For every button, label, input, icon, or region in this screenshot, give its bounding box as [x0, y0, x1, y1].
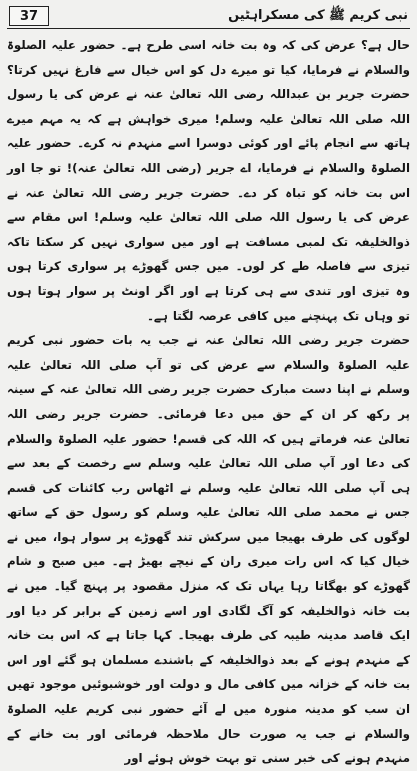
page-header — [7, 4, 410, 29]
paragraph: حال ہے؟ عرض کی کہ وہ بت خانہ اسی طرح ہے۔ حضور علیہ الصلوۃ والسلام نے فرمایا، کیا تو میرے دل کو اس خیال سے فارغ نہیں کرتا؟ حضرت جریر بن عبداللہ رضی اللہ تعالیٰ عنہ نے عرض کی یا رسول اللہ صلی اللہ تعالیٰ علیہ وسلم! میری خواہش ہے کہ یہ مہم میرے ہاتھ سے انجام پائے اور کوئی دوسرا اسے منہدم نہ کرے۔ حضور علیہ الصلوۃ والسلام نے فرمایا، اے جریر (رضی اللہ تعالیٰ عنہ)! تو جا اور اس بت خانہ کو تباہ کر دے۔ حضرت جریر رضی اللہ تعالیٰ عنہ نے عرض کی یا رسول اللہ صلی اللہ تعالیٰ علیہ وسلم! اس مقام سے ذوالخلیفہ تک لمبی مسافت ہے اور میں سواری نہیں کر سکتا تاکہ تیزی سے فاصلہ طے کر لوں۔ میں جس گھوڑے پر سواری کرتا ہوں وہ تیزی اور تندی سے ہی کرتا ہے اور اگر اونٹ پر سوار ہوتا ہوں تو وہاں تک پہنچنے میں کافی عرصہ لگتا ہے۔ — [7, 38, 410, 323]
page-number: 37 — [9, 6, 49, 26]
running-title: نبی کریم ﷺ کی مسکراہٹیں — [228, 7, 408, 23]
body-text — [7, 33, 410, 771]
paragraph: حضرت جریر رضی اللہ تعالیٰ عنہ نے جب یہ بات حضور نبی کریم علیہ الصلوۃ والسلام سے عرض کی تو آپ صلی اللہ تعالیٰ علیہ وسلم نے اپنا دست مبارک حضرت جریر رضی اللہ تعالیٰ عنہ کے سینہ پر رکھ کر ان کے حق میں دعا فرمائی۔ حضرت جریر رضی اللہ تعالیٰ عنہ فرماتے ہیں کہ اللہ کی قسم! حضور علیہ الصلوۃ والسلام کی دعا اور آپ صلی اللہ تعالیٰ علیہ وسلم سے رخصت کے بعد سے ہی آپ صلی اللہ تعالیٰ علیہ وسلم نے اٹھاس رب کائنات کی قسم جس نے محمد صلی اللہ تعالیٰ علیہ وسلم کو رسول حق کے ساتھ لوگوں کی طرف بھیجا میں سرکش تند گھوڑے پر سوار ہوا، میں نے خیال کیا کہ اس رات میری ران کے نیچے بھیڑ ہے۔ میں صبح و شام گھوڑے کو بھگاتا رہا یہاں تک کہ منزل مقصود پر پہنچ گیا۔ میں نے بت خانہ ذوالخلیفہ کو آگ لگادی اور اسے زمین کے برابر کر دیا اور ایک قاصد مدینہ طیبہ کی طرف بھیجا۔ کہا جاتا ہے کہ اس بت خانہ کے منہدم ہونے کے بعد ذوالخلیفہ کے باشندے مسلمان ہو گئے اور اس بت خانہ کے خزانہ میں کافی مال و دولت اور خوشبوئیں موجود تھیں ان سب کو مدینہ منورہ میں لے آئے حضور نبی کریم علیہ الصلوۃ والسلام نے جب یہ صورت حال ملاحظہ فرمائی اور بت خانے کے منہدم ہونے کی خبر سنی تو بہت خوش ہوئے اور — [7, 333, 410, 766]
